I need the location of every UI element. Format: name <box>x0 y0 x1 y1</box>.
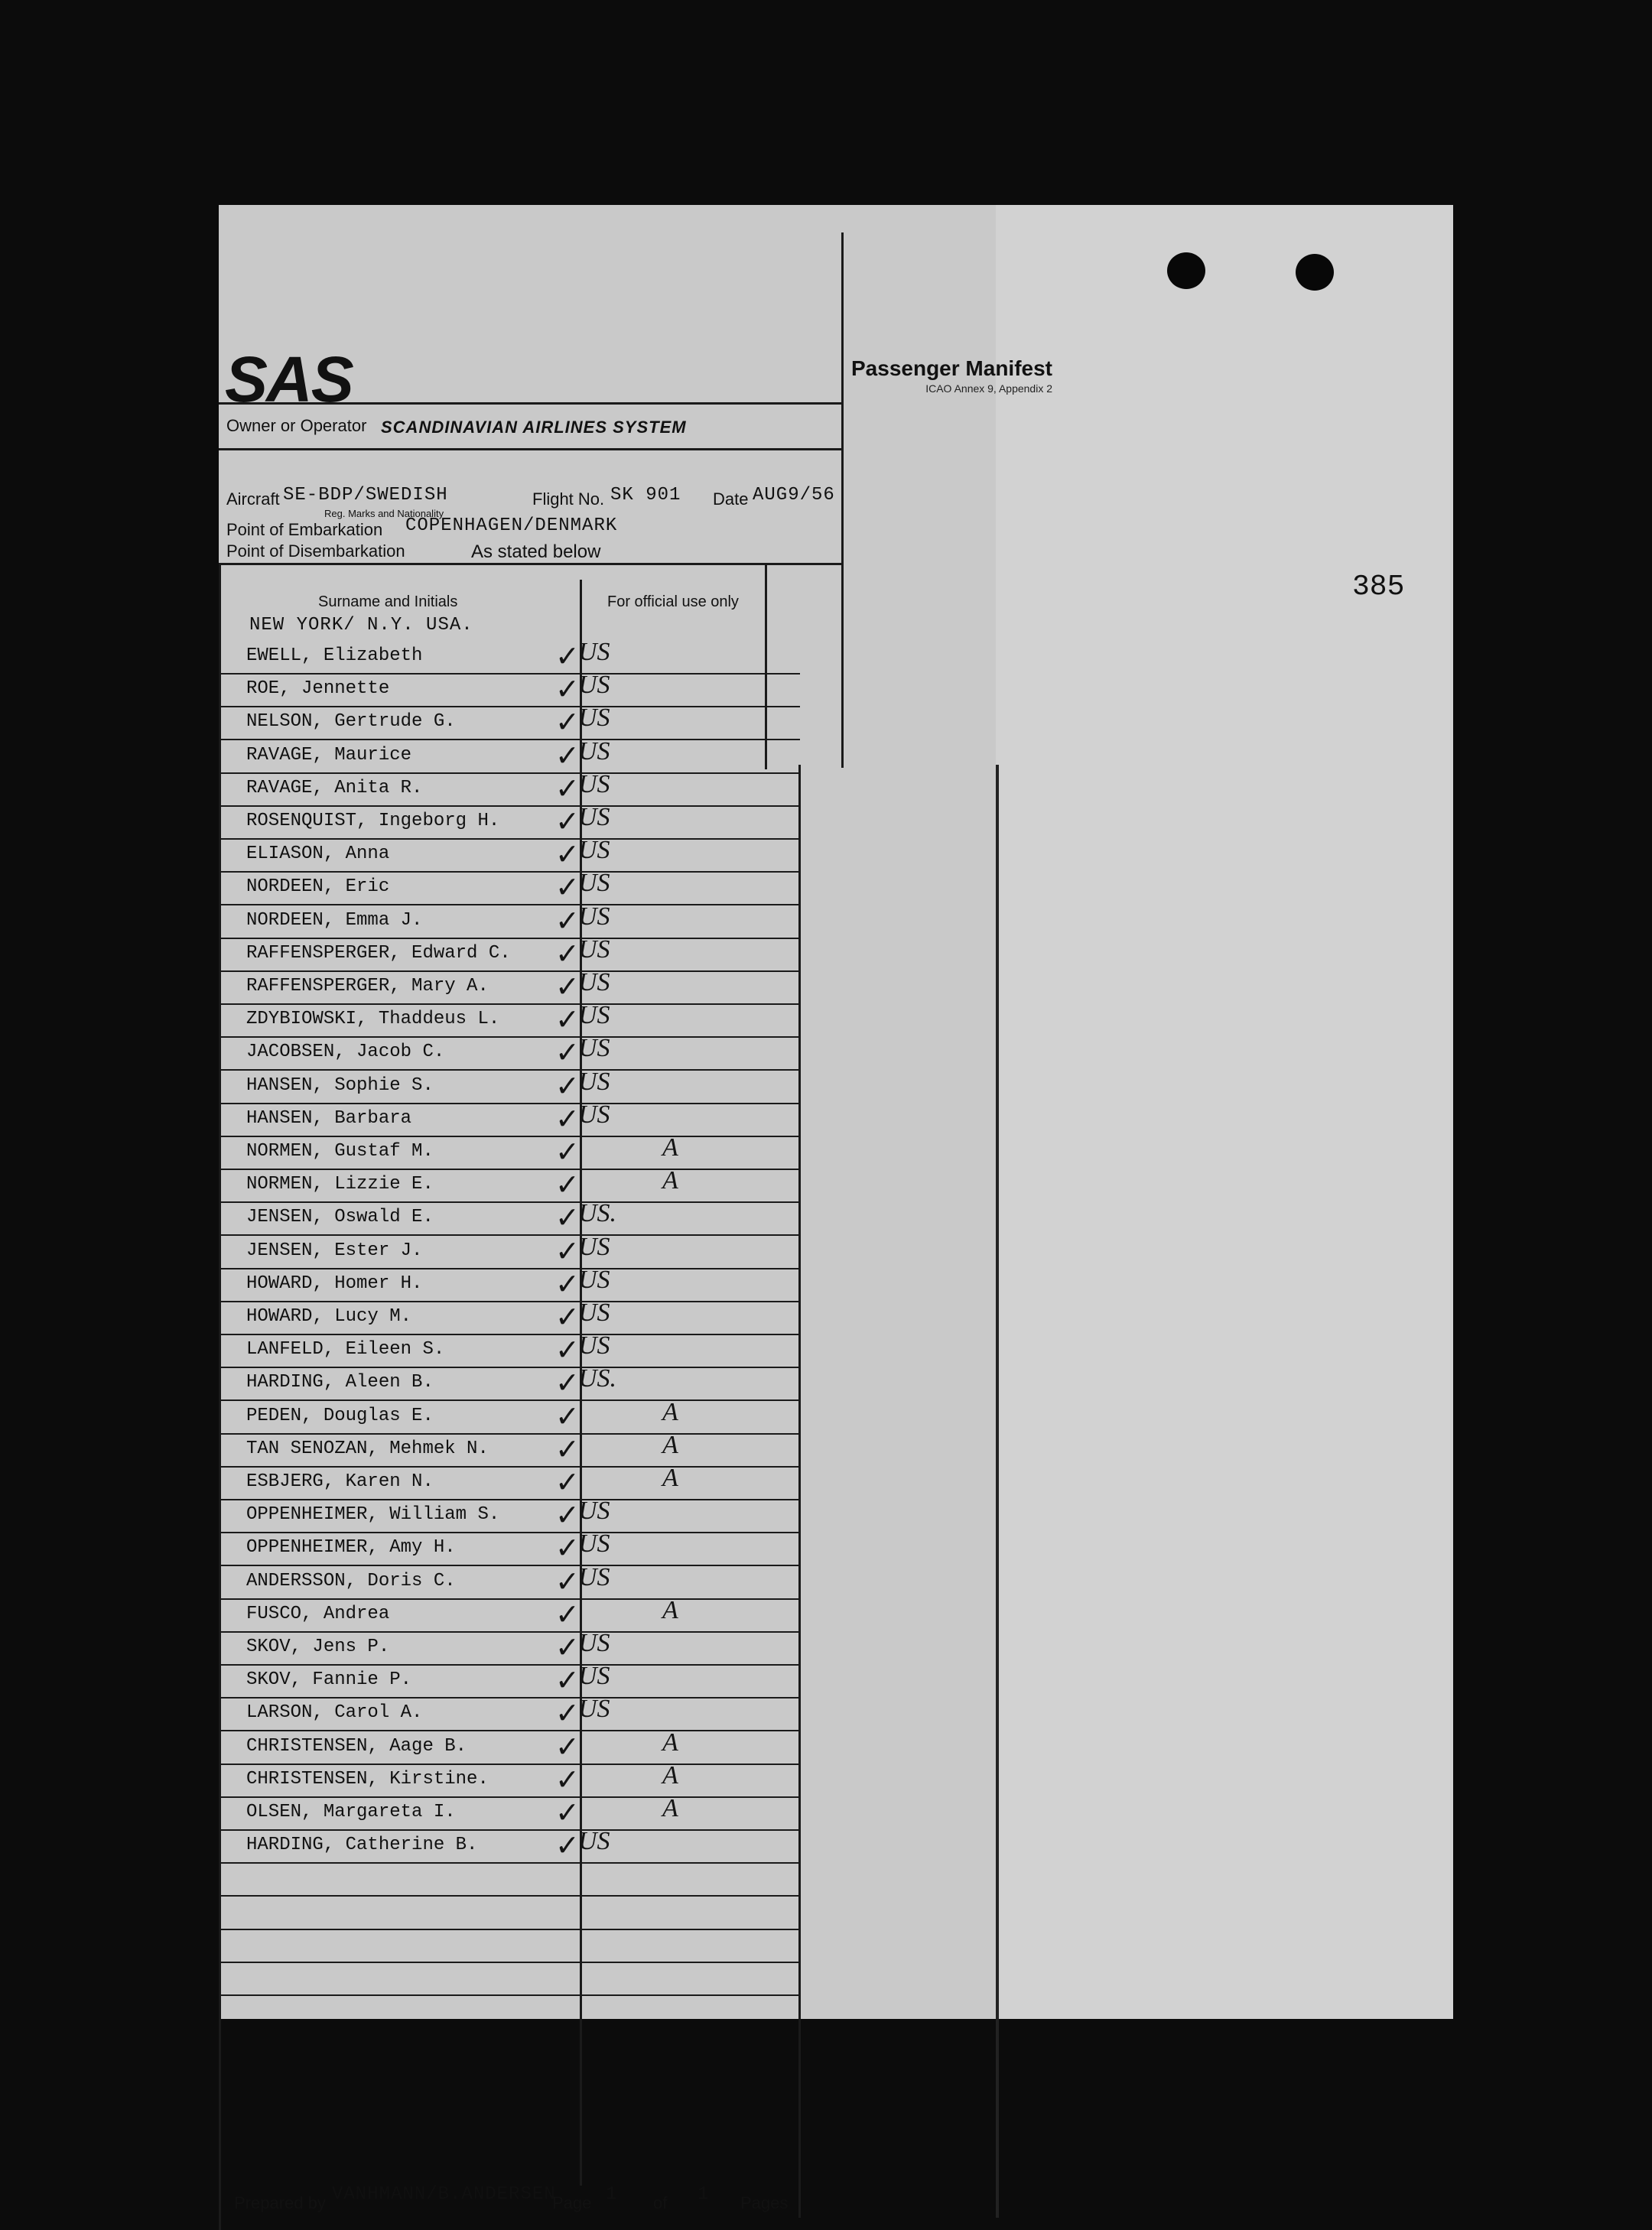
check-mark-icon: ✓ <box>555 1333 580 1367</box>
col-official-header: For official use only <box>607 593 739 610</box>
passenger-name: LANFELD, Eileen S. <box>246 1339 445 1360</box>
row-divider <box>219 1829 800 1831</box>
date-label: Date <box>713 489 749 509</box>
official-mark: US <box>578 1562 610 1591</box>
row-divider <box>219 1730 800 1731</box>
form-edge <box>996 765 999 2218</box>
official-mark: US <box>578 1629 610 1657</box>
check-mark-icon: ✓ <box>555 837 580 872</box>
official-mark: US <box>578 1100 610 1129</box>
embark-label: Point of Embarkation <box>226 520 383 539</box>
official-mark: US <box>578 902 610 931</box>
date-value: AUG9/56 <box>753 485 835 505</box>
passenger-name: FUSCO, Andrea <box>246 1603 390 1624</box>
embark-value: COPENHAGEN/DENMARK <box>405 515 618 536</box>
form-subtitle: ICAO Annex 9, Appendix 2 <box>925 382 1052 395</box>
passenger-name: ROE, Jennette <box>246 678 390 700</box>
check-mark-icon: ✓ <box>555 970 580 1003</box>
row-divider <box>219 871 800 873</box>
official-mark: US <box>578 869 610 898</box>
row-divider <box>219 1433 800 1435</box>
check-mark-icon: ✓ <box>555 1068 580 1103</box>
owner-value: SCANDINAVIAN AIRLINES SYSTEM <box>381 418 687 437</box>
row-divider <box>219 1499 800 1500</box>
official-mark: US <box>578 1299 610 1327</box>
check-mark-icon: ✓ <box>555 771 580 805</box>
check-mark-icon: ✓ <box>555 639 580 673</box>
check-mark-icon: ✓ <box>555 1432 580 1466</box>
total-pages-value: 1 <box>698 2184 710 2205</box>
row-divider <box>219 1994 800 1996</box>
row-divider <box>219 1069 800 1071</box>
official-mark: US <box>578 1695 610 1724</box>
check-mark-icon: ✓ <box>555 936 580 970</box>
check-mark-icon: ✓ <box>555 1663 580 1698</box>
passenger-name: ANDERSSON, Doris C. <box>246 1570 456 1591</box>
check-mark-icon: ✓ <box>555 1399 580 1433</box>
check-mark-icon: ✓ <box>555 1696 580 1731</box>
row-divider <box>219 772 800 774</box>
passenger-name: TAN SENOZAN, Mehmek N. <box>246 1438 489 1459</box>
official-mark: US <box>578 803 610 831</box>
official-mark: US <box>578 704 610 733</box>
passenger-name: ELIASON, Anna <box>246 844 390 865</box>
passenger-name: HANSEN, Sophie S. <box>246 1074 434 1096</box>
row-divider <box>219 1764 800 1765</box>
passenger-name: OLSEN, Margareta I. <box>246 1802 456 1822</box>
passenger-name: SKOV, Fannie P. <box>246 1669 412 1691</box>
passenger-name: PEDEN, Douglas E. <box>246 1405 434 1426</box>
manifest-sheet <box>219 205 1453 2212</box>
check-mark-icon: ✓ <box>555 1201 580 1235</box>
passenger-name: NORMEN, Lizzie E. <box>246 1174 434 1195</box>
flight-label: Flight No. <box>532 489 605 509</box>
check-mark-icon: ✓ <box>555 1035 580 1070</box>
official-mark: A <box>662 1760 678 1790</box>
col-name-header: Surname and Initials <box>318 593 458 610</box>
official-mark: US <box>578 1827 610 1856</box>
passenger-name: OPPENHEIMER, William S. <box>246 1504 500 1526</box>
official-mark: US <box>578 671 610 700</box>
official-mark: A <box>662 1464 678 1492</box>
passenger-name: CHRISTENSEN, Aage B. <box>246 1735 467 1757</box>
official-mark: US <box>578 1232 610 1261</box>
check-mark-icon: ✓ <box>555 870 580 905</box>
aircraft-label: Aircraft <box>226 489 280 509</box>
passenger-name: JACOBSEN, Jacob C. <box>246 1042 445 1063</box>
row-divider <box>219 970 800 972</box>
passenger-name: NELSON, Gertrude G. <box>246 711 456 733</box>
official-mark: US. <box>578 1364 617 1393</box>
check-mark-icon: ✓ <box>555 903 580 938</box>
official-mark: US <box>578 1034 610 1063</box>
page-value: 1 <box>606 2184 618 2205</box>
official-mark: US <box>578 836 610 865</box>
official-mark: A <box>662 1595 678 1624</box>
check-mark-icon: ✓ <box>555 1597 580 1631</box>
official-mark: US <box>578 1662 610 1691</box>
passenger-name: NORDEEN, Eric <box>246 876 390 898</box>
official-mark: A <box>662 1728 678 1757</box>
row-divider <box>219 805 800 807</box>
row-divider <box>219 1631 800 1633</box>
check-mark-icon: ✓ <box>555 1498 580 1533</box>
official-mark: A <box>662 1133 678 1162</box>
check-mark-icon: ✓ <box>555 1366 580 1400</box>
check-mark-icon: ✓ <box>555 738 580 772</box>
page-number: 385 <box>1352 571 1405 603</box>
row-divider <box>219 1399 800 1401</box>
row-divider <box>219 739 800 740</box>
of-label: of <box>653 2193 668 2212</box>
row-divider <box>219 1268 800 1269</box>
prepared-label: Prepared by <box>234 2193 326 2212</box>
check-mark-icon: ✓ <box>555 1829 580 1863</box>
passenger-name: HANSEN, Barbara <box>246 1107 412 1129</box>
check-mark-icon: ✓ <box>555 1135 580 1169</box>
reg-note: Reg. Marks and Nationality <box>324 508 444 519</box>
passenger-name: NORMEN, Gustaf M. <box>246 1141 434 1162</box>
check-mark-icon: ✓ <box>555 1101 580 1136</box>
check-mark-icon: ✓ <box>555 1168 580 1202</box>
row-divider <box>219 1862 800 1864</box>
row-divider <box>219 706 800 707</box>
row-divider <box>219 1301 800 1302</box>
row-divider <box>219 1003 800 1005</box>
check-mark-icon: ✓ <box>555 1729 580 1764</box>
passenger-name: RAVAGE, Maurice <box>246 744 412 766</box>
check-mark-icon: ✓ <box>555 1300 580 1334</box>
passenger-name: ROSENQUIST, Ingeborg H. <box>246 811 500 831</box>
row-divider <box>219 1895 800 1897</box>
official-mark: US <box>578 968 610 996</box>
check-mark-icon: ✓ <box>555 1762 580 1796</box>
row-divider <box>219 1565 800 1566</box>
passenger-name: HARDING, Catherine B. <box>246 1835 478 1856</box>
check-mark-icon: ✓ <box>555 1234 580 1268</box>
passenger-name: SKOV, Jens P. <box>246 1637 390 1657</box>
punch-hole <box>1167 252 1205 289</box>
passenger-name: RAFFENSPERGER, Edward C. <box>246 942 511 964</box>
check-mark-icon: ✓ <box>555 1630 580 1664</box>
check-mark-icon: ✓ <box>555 1003 580 1037</box>
official-mark: A <box>662 1430 678 1459</box>
page-label: Page <box>552 2193 592 2212</box>
check-mark-icon: ✓ <box>555 672 580 707</box>
row-divider <box>219 1169 800 1170</box>
check-mark-icon: ✓ <box>555 705 580 740</box>
row-divider <box>219 904 800 905</box>
passenger-name: RAVAGE, Anita R. <box>246 777 423 798</box>
row-divider <box>219 1201 800 1203</box>
official-mark: US <box>578 769 610 798</box>
passenger-name: HOWARD, Homer H. <box>246 1273 423 1294</box>
disembark-value: As stated below <box>471 541 601 562</box>
row-divider <box>219 1466 800 1468</box>
row-divider <box>219 1929 800 1930</box>
passenger-name: LARSON, Carol A. <box>246 1702 423 1724</box>
official-mark: US <box>578 638 610 666</box>
check-mark-icon: ✓ <box>555 1266 580 1301</box>
check-mark-icon: ✓ <box>555 1564 580 1598</box>
form-title: Passenger Manifest <box>851 356 1052 380</box>
official-mark: US <box>578 1529 610 1559</box>
row-divider <box>219 1334 800 1335</box>
row-divider <box>219 1664 800 1666</box>
row-divider <box>219 673 800 675</box>
row-divider <box>219 1697 800 1699</box>
passenger-name: JENSEN, Oswald E. <box>246 1207 434 1228</box>
passenger-name: ZDYBIOWSKI, Thaddeus L. <box>246 1009 500 1030</box>
official-mark: A <box>662 1166 678 1195</box>
official-mark: US <box>578 736 610 766</box>
official-mark: US <box>578 1331 610 1360</box>
passenger-name: OPPENHEIMER, Amy H. <box>246 1537 456 1559</box>
official-mark: A <box>662 1397 678 1426</box>
row-divider <box>219 838 800 840</box>
row-divider <box>219 1036 800 1038</box>
punch-hole <box>1296 254 1334 291</box>
passenger-name: EWELL, Elizabeth <box>246 645 423 666</box>
prepared-value: VANHMANN/B.ANDERSEN <box>332 2184 556 2205</box>
row-divider <box>219 1234 800 1236</box>
official-mark: US <box>578 1497 610 1526</box>
official-mark: US. <box>578 1199 617 1228</box>
passenger-name: RAFFENSPERGER, Mary A. <box>246 976 489 996</box>
aircraft-value: SE-BDP/SWEDISH <box>283 485 448 505</box>
passenger-name: HOWARD, Lucy M. <box>246 1306 412 1327</box>
row-divider <box>219 1103 800 1104</box>
row-divider <box>219 1136 800 1137</box>
official-mark: US <box>578 1067 610 1096</box>
row-divider <box>219 1598 800 1600</box>
check-mark-icon: ✓ <box>555 1531 580 1565</box>
passenger-name: NORDEEN, Emma J. <box>246 909 423 931</box>
row-divider <box>219 1367 800 1368</box>
row-divider <box>219 1532 800 1533</box>
check-mark-icon: ✓ <box>555 1796 580 1829</box>
row-divider <box>219 1962 800 1963</box>
passenger-name: JENSEN, Ester J. <box>246 1240 423 1261</box>
disembark-label: Point of Disembarkation <box>226 541 405 561</box>
check-mark-icon: ✓ <box>555 805 580 838</box>
official-mark: US <box>578 1001 610 1030</box>
destination: NEW YORK/ N.Y. USA. <box>249 615 473 636</box>
passenger-name: HARDING, Aleen B. <box>246 1372 434 1393</box>
flight-value: SK 901 <box>610 485 681 505</box>
official-mark: US <box>578 1265 610 1294</box>
official-mark: A <box>662 1794 678 1822</box>
passenger-name: CHRISTENSEN, Kirstine. <box>246 1768 489 1790</box>
check-mark-icon: ✓ <box>555 1465 580 1499</box>
passenger-name: ESBJERG, Karen N. <box>246 1471 434 1492</box>
row-divider <box>219 1796 800 1798</box>
manifest-form <box>219 205 1052 2212</box>
pages-label: Pages <box>740 2193 789 2212</box>
sas-logo: SAS <box>225 343 353 415</box>
owner-label: Owner or Operator <box>226 416 367 435</box>
row-divider <box>219 938 800 939</box>
official-mark: US <box>578 935 610 964</box>
